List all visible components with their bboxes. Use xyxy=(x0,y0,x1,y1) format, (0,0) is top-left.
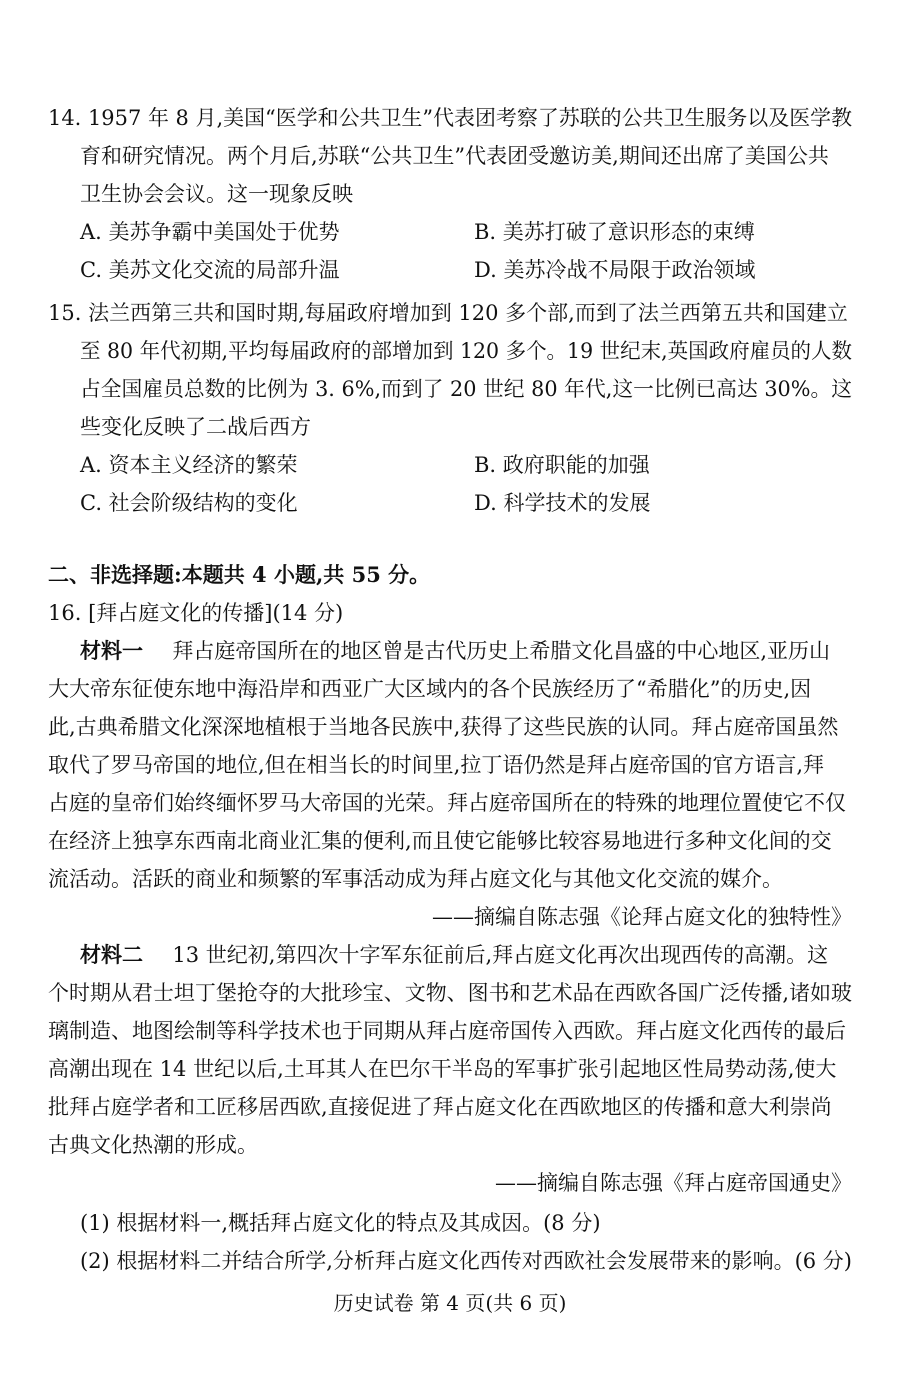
material-2-line: 璃制造、地图绘制等科学技术也于同期从拜占庭帝国传入西欧。拜占庭文化西传的最后 xyxy=(48,1019,846,1043)
material-1-source: ——摘编自陈志强《论拜占庭文化的独特性》 xyxy=(432,905,852,929)
q16-header: 16. [拜占庭文化的传播](14 分) xyxy=(48,601,344,625)
q14-option-a: A. 美苏争霸中美国处于优势 xyxy=(80,220,340,244)
q15-option-c: C. 社会阶级结构的变化 xyxy=(80,491,298,515)
q15-option-d: D. 科学技术的发展 xyxy=(474,491,651,515)
material-2-first-line xyxy=(80,940,828,970)
material-2-line: 高潮出现在 14 世纪以后,土耳其人在巴尔干半岛的军事扩张引起地区性局势动荡,使大 xyxy=(48,1057,837,1081)
material-2-label: 材料二 xyxy=(80,942,143,967)
q14-option-b: B. 美苏打破了意识形态的束缚 xyxy=(474,220,755,244)
material-1-line: 此,古典希腊文化深深地植根于当地各民族中,获得了这些民族的认同。拜占庭帝国虽然 xyxy=(48,715,839,739)
material-2-line: 批拜占庭学者和工匠移居西欧,直接促进了拜占庭文化在西欧地区的传播和意大利崇尚 xyxy=(48,1095,832,1119)
q15-option-a: A. 资本主义经济的繁荣 xyxy=(80,453,298,477)
q16-sub-question-2: (2) 根据材料二并结合所学,分析拜占庭文化西传对西欧社会发展带来的影响。(6 分) xyxy=(80,1249,852,1273)
q14-line-3: 卫生协会会议。这一现象反映 xyxy=(80,182,353,206)
material-2-text-first: 13 世纪初,第四次十字军东征前后,拜占庭文化再次出现西传的高潮。这 xyxy=(172,943,829,967)
section-title: 二、非选择题:本题共 4 小题,共 55 分。 xyxy=(48,562,431,587)
q14-option-d: D. 美苏冷战不局限于政治领域 xyxy=(474,258,756,282)
material-2-line: 个时期从君士坦丁堡抢夺的大批珍宝、文物、图书和艺术品在西欧各国广泛传播,诸如玻 xyxy=(48,981,853,1005)
material-2-line: 古典文化热潮的形成。 xyxy=(48,1133,258,1157)
q16-sub-question-1: (1) 根据材料一,概括拜占庭文化的特点及其成因。(8 分) xyxy=(80,1211,601,1235)
q15-line-4: 些变化反映了二战后西方 xyxy=(80,415,311,439)
material-1-first-line xyxy=(80,636,830,666)
q15-option-b: B. 政府职能的加强 xyxy=(474,453,650,477)
material-1-line: 占庭的皇帝们始终缅怀罗马大帝国的光荣。拜占庭帝国所在的特殊的地理位置使它不仅 xyxy=(48,791,846,815)
material-1-line: 在经济上独享东西南北商业汇集的便利,而且使它能够比较容易地进行多种文化间的交 xyxy=(48,829,832,853)
q14-line-1: 14. 1957 年 8 月,美国“医学和公共卫生”代表团考察了苏联的公共卫生服务以及医学教 xyxy=(48,106,853,130)
material-1-line: 取代了罗马帝国的地位,但在相当长的时间里,拉丁语仍然是拜占庭帝国的官方语言,拜 xyxy=(48,753,825,777)
material-1-label: 材料一 xyxy=(80,638,143,663)
page-footer: 历史试卷 第 4 页(共 6 页) xyxy=(333,1291,567,1315)
material-1-line: 大大帝东征使东地中海沿岸和西亚广大区域内的各个民族经历了“希腊化”的历史,因 xyxy=(48,677,812,701)
q15-line-2: 至 80 年代初期,平均每届政府的部增加到 120 多个。19 世纪末,英国政府雇员的人数 xyxy=(80,339,853,363)
q15-line-1: 15. 法兰西第三共和国时期,每届政府增加到 120 多个部,而到了法兰西第五共和国建立 xyxy=(48,301,848,325)
q14-option-c: C. 美苏文化交流的局部升温 xyxy=(80,258,340,282)
material-1-line: 流活动。活跃的商业和频繁的军事活动成为拜占庭文化与其他文化交流的媒介。 xyxy=(48,867,783,891)
material-2-source: ——摘编自陈志强《拜占庭帝国通史》 xyxy=(495,1171,852,1195)
q14-line-2: 育和研究情况。两个月后,苏联“公共卫生”代表团受邀访美,期间还出席了美国公共 xyxy=(80,144,829,168)
material-1-text-first: 拜占庭帝国所在的地区曾是古代历史上希腊文化昌盛的中心地区,亚历山 xyxy=(172,639,831,663)
q15-line-3: 占全国雇员总数的比例为 3. 6%,而到了 20 世纪 80 年代,这一比例已高达 30%。这 xyxy=(80,377,853,401)
